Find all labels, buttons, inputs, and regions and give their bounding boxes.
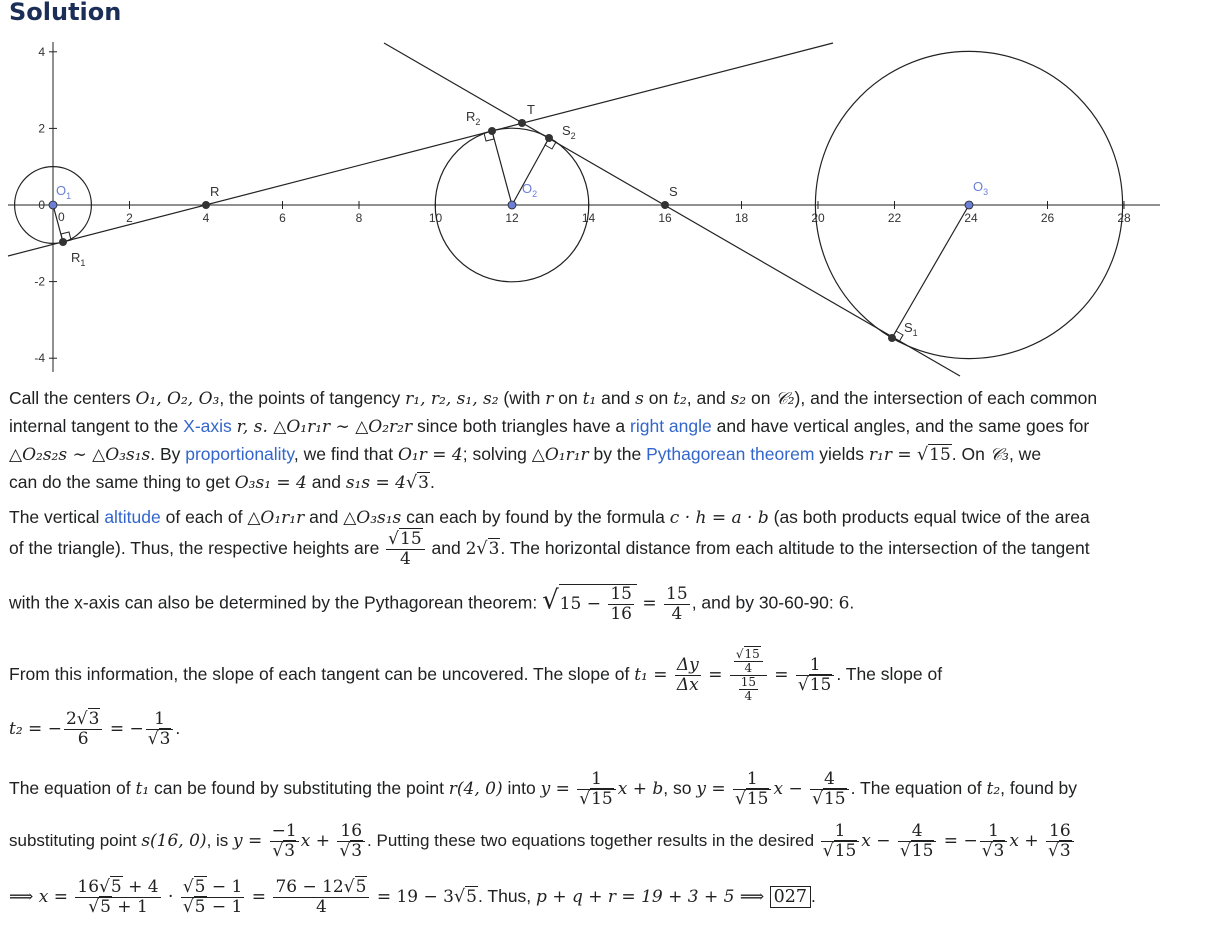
point-r (202, 201, 210, 209)
point-o3 (965, 201, 973, 209)
label-s: S (669, 184, 678, 199)
label-r1: $R_1$ (71, 250, 86, 268)
point-t (518, 119, 526, 127)
label-o3: $O_3$ (973, 179, 989, 197)
point-r1 (59, 238, 67, 246)
label-o1: $O_1$ (56, 183, 72, 201)
solution-heading: Solution (9, 0, 122, 26)
link-altitude[interactable]: altitude (104, 507, 161, 527)
y-tick-label: 2 (38, 121, 45, 136)
paragraph-4-line-3: ⟹ x = $\frac{16√5 + 4}{√5 + 1}$ · $\frac{√5 - 1}{√5 - 1}$ = $\frac{76 - 12√5}{4}$ = 19 − 3√5. Thus, p + q + r = 19 + 3 + 5 ⟹ 027 . (9, 877, 816, 917)
radius-o2-r2 (492, 131, 512, 205)
x-tick-label: 4 (202, 211, 210, 225)
point-s1 (888, 334, 896, 342)
x-tick-label: 26 (1040, 211, 1055, 225)
x-tick-label: 24 (964, 211, 978, 225)
y-tick-label: 4 (38, 44, 45, 59)
x-tick-label: 8 (355, 211, 363, 225)
x-tick-label: 12 (505, 211, 519, 225)
label-t: T (527, 102, 535, 117)
x-tick-label: 2 (126, 211, 133, 225)
label-s1: $S_1$ (904, 320, 918, 338)
link-pythagorean-theorem[interactable]: Pythagorean theorem (646, 444, 815, 464)
label-r: R (210, 184, 220, 199)
y-tick-label: -4 (34, 351, 45, 366)
tangent-t2 (384, 43, 960, 376)
label-s2: $S_2$ (562, 123, 576, 141)
paragraph-3-line-2: t₂ = − $\frac{2√3}{6}$ = − $\frac{1}{√3}$ . (9, 709, 181, 749)
radius-o3-s1 (892, 205, 969, 338)
label-o2: $O_2$ (522, 181, 538, 199)
link-x-axis[interactable]: X-axis (183, 416, 232, 436)
paragraph-4-line-2: substituting point s(16, 0), is y = $\frac{-1}{√3}$ x + $\frac{16}{√3}$ . Putting these two equations together results in the desired $\frac{1}{√15}$ x − $\frac{4}{√15}$ = − $\frac{1}{√3}$ x + $\frac{16}{√3}$ (9, 822, 1205, 861)
x-tick-label: 20 (811, 211, 825, 225)
x-tick-label: 18 (734, 211, 749, 225)
paragraph-2-line-3: with the x-axis can also be determined by the Pythagorean theorem: √15 − $\frac{15}{16}$ = $\frac{15}{4}$ , and by 30-60-90: 6. (9, 583, 855, 624)
x-tick-label: 14 (581, 211, 596, 225)
point-s (661, 201, 669, 209)
answer-box: 027 (770, 886, 811, 908)
x-tick-label: 6 (279, 211, 286, 225)
paragraph-2-line-2: of the triangle). Thus, the respective heights are $\frac{√15}{4}$ and 2√3. The horizontal distance from each altitude to the intersection of the tangent (9, 529, 1090, 569)
point-o1 (49, 201, 57, 209)
origin-x-label: 0 (58, 210, 65, 224)
x-tick-label: 22 (887, 211, 902, 225)
tangent-t1 (8, 43, 833, 256)
x-tick-label: 16 (658, 211, 672, 225)
link-right-angle[interactable]: right angle (630, 416, 712, 436)
paragraph-1: Call the centers O₁, O₂, O₃, the points of tangency r₁, r₂, s₁, s₂ (with r on t₁ and s on t₂, and s₂ on 𝒞₂), and the intersection of each common internal tangent to the X-axis r, s. △O₁r₁r ∼ △O₂r₂r since both triangles have a right angle and have vertical angles, and the same goes for △O₂s₂s ∼ △O₃s₁s. By proportionality, we find that O₁r = 4; solving △O₁r₁r by the Pythagorean theorem yields r₁r = √15. On 𝒞₃, we can do the same thing to get O₃s₁ = 4 and s₁s = 4√3. (9, 388, 1098, 493)
y-tick-label: 0 (38, 198, 45, 212)
geometry-figure (0, 38, 1213, 378)
point-s2 (545, 134, 553, 142)
x-tick-label: 10 (428, 211, 443, 225)
point-o2 (508, 201, 516, 209)
y-tick-label: -2 (34, 274, 45, 289)
paragraph-4: The equation of t₁ can be found by substituting the point r(4, 0) into y = $\frac{1}{√15}$ x + b, so y = $\frac{1}{√15}$ x − $\frac{4}{√15}$ . The equation of t₂, found by (9, 769, 1078, 809)
x-tick-label: 28 (1117, 211, 1131, 225)
label-r2: $R_2$ (466, 109, 481, 127)
point-r2 (488, 127, 496, 135)
paragraph-3: From this information, the slope of each tangent can be uncovered. The slope of t₁ = $\frac{\Delta y}{\Delta x}$ = $\frac{\frac{√15}{4}}{\frac{15}{4}}$ = $\frac{1}{√15}$ . The slope of (9, 647, 943, 703)
link-proportionality[interactable]: proportionality (185, 444, 294, 464)
paragraph-2: The vertical altitude of each of △O₁r₁r and △O₃s₁s can each by found by the formula c · h = a · b (as both products equal twice of the area (9, 507, 1090, 528)
